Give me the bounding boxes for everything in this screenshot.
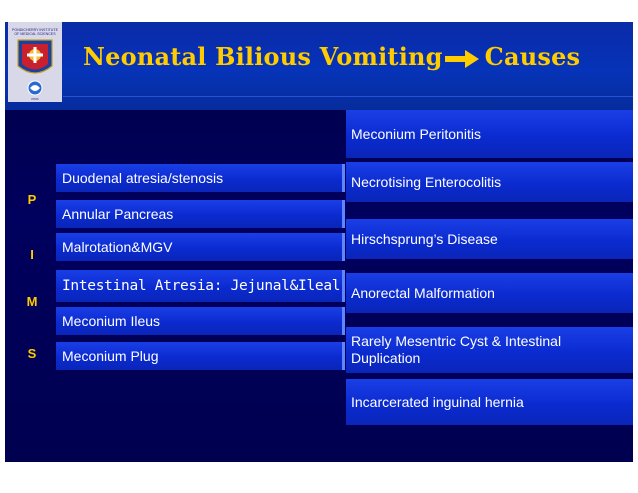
title-text: Neonatal Bilious Vomiting bbox=[83, 42, 443, 71]
mnemonic-letter-s: S bbox=[27, 346, 37, 361]
right-item-label: Meconium Peritonitis bbox=[351, 125, 481, 142]
title-suffix: Causes bbox=[484, 42, 581, 71]
right-item-incarcerated-hernia bbox=[346, 379, 633, 425]
svg-text:PONDICHERRY INSTITUTE: PONDICHERRY INSTITUTE bbox=[12, 28, 58, 32]
right-item-meconium-peritonitis bbox=[346, 110, 633, 158]
mnemonic-letter-i: I bbox=[30, 247, 34, 262]
right-item-label: Hirschsprung’s Disease bbox=[351, 230, 498, 247]
right-item-hirschsprung bbox=[346, 219, 633, 259]
svg-text:PIMS: PIMS bbox=[31, 97, 39, 101]
mnemonic-letter-p: P bbox=[27, 192, 37, 207]
left-item-duodenal-atresia bbox=[56, 164, 345, 192]
left-item-label: Meconium Plug bbox=[62, 347, 159, 364]
slide bbox=[5, 22, 633, 462]
right-item-mesentric-cyst bbox=[346, 327, 633, 373]
title-divider bbox=[63, 96, 633, 97]
right-item-label: Rarely Mesentric Cyst & Intestinal Duplication bbox=[351, 333, 562, 366]
left-item-label: Annular Pancreas bbox=[62, 205, 174, 222]
institute-logo bbox=[8, 22, 62, 102]
right-item-label: Incarcerated inguinal hernia bbox=[351, 393, 524, 410]
right-item-label: Necrotising Enterocolitis bbox=[351, 173, 502, 190]
left-item-meconium-ileus bbox=[56, 307, 345, 335]
right-item-label: Anorectal Malformation bbox=[351, 284, 495, 301]
left-item-label: Malrotation&MGV bbox=[62, 238, 173, 255]
slide-title bbox=[83, 42, 580, 71]
right-item-anorectal-malformation bbox=[346, 273, 633, 313]
right-item-necrotising-enterocolitis bbox=[346, 162, 633, 202]
left-item-label: Duodenal atresia/stenosis bbox=[62, 169, 224, 186]
left-item-label: Intestinal Atresia: Jejunal&Ileal bbox=[62, 277, 341, 294]
left-item-intestinal-atresia bbox=[56, 270, 345, 302]
right-arrow-icon bbox=[445, 50, 479, 68]
mnemonic-letter-m: M bbox=[26, 294, 38, 309]
svg-text:OF MEDICAL SCIENCES: OF MEDICAL SCIENCES bbox=[14, 32, 56, 36]
left-item-annular-pancreas bbox=[56, 200, 345, 228]
left-item-meconium-plug bbox=[56, 342, 345, 370]
left-item-malrotation bbox=[56, 233, 345, 261]
left-item-label: Meconium Ileus bbox=[62, 312, 161, 329]
